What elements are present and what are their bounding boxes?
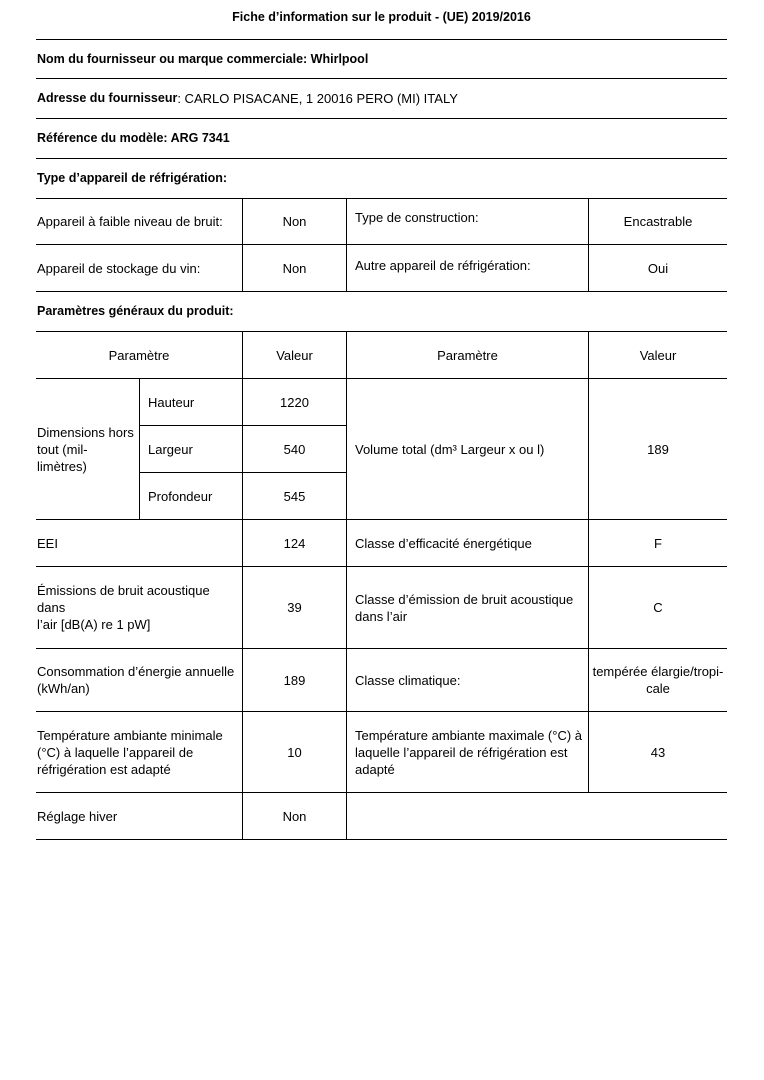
winter-setting-value: Non: [243, 793, 347, 840]
model-reference: Référence du modèle: ARG 7341: [36, 119, 727, 159]
width-label: Largeur: [140, 426, 243, 473]
dimensions-label: Dimensions hors tout (mil- limètres): [36, 379, 140, 520]
max-ambient-temperature-value: 43: [589, 712, 727, 793]
supplier-address-value: : CARLO PISACANE, 1 20016 PERO (MI) ITALY: [177, 91, 458, 106]
empty-cell: [347, 793, 727, 840]
depth-value: 545: [243, 473, 347, 520]
height-label: Hauteur: [140, 379, 243, 426]
width-value: 540: [243, 426, 347, 473]
low-noise-label: Appareil à faible niveau de bruit:: [36, 199, 243, 245]
general-parameters-heading: Paramètres généraux du produit:: [36, 292, 727, 332]
min-ambient-temperature-label: Température ambiante minimale (°C) à laquelle l’appareil de réfrigération est adapté: [36, 712, 243, 793]
low-noise-value: Non: [243, 199, 347, 245]
annual-energy-consumption-label: Consommation d’énergie annuelle (kWh/an): [36, 649, 243, 712]
noise-emission-class-label: Classe d’émission de bruit acoustique dans l’air: [347, 567, 589, 649]
supplier-name: Nom du fournisseur ou marque commerciale: Whirlpool: [36, 40, 727, 79]
other-appliance-value: Oui: [589, 245, 727, 292]
noise-emission-value: 39: [243, 567, 347, 649]
energy-efficiency-class-label: Classe d’efficacité énergétique: [347, 520, 589, 567]
annual-energy-consumption-value: 189: [243, 649, 347, 712]
eei-value: 124: [243, 520, 347, 567]
appliance-type-heading: Type d’appareil de réfrigération:: [36, 159, 727, 199]
max-ambient-temperature-label: Température ambiante maximale (°C) à laquelle l’appareil de réfrigération est adapté: [347, 712, 589, 793]
total-volume-value: 189: [589, 379, 727, 520]
construction-type-value: Encastrable: [589, 199, 727, 245]
column-header-parameter-right: Paramètre: [347, 332, 589, 379]
column-header-value-right: Valeur: [589, 332, 727, 379]
general-parameters-table: [36, 332, 727, 840]
sheet-body: [36, 0, 727, 840]
supplier-address-row: [36, 79, 727, 119]
winter-setting-label: Réglage hiver: [36, 793, 243, 840]
wine-storage-value: Non: [243, 245, 347, 292]
climate-class-value: tempérée élargie/tropi- cale: [589, 649, 727, 712]
noise-emission-class-value: C: [589, 567, 727, 649]
eei-label: EEI: [36, 520, 243, 567]
climate-class-label: Classe climatique:: [347, 649, 589, 712]
total-volume-label: Volume total (dm³ Largeur x ou l): [347, 379, 589, 520]
depth-label: Profondeur: [140, 473, 243, 520]
supplier-address-label: Adresse du fournisseur: [37, 91, 178, 105]
wine-storage-label: Appareil de stockage du vin:: [36, 245, 243, 292]
column-header-value-left: Valeur: [243, 332, 347, 379]
noise-emission-label: Émissions de bruit acoustique dans l’air [dB(A) re 1 pW]: [36, 567, 243, 649]
sheet-title: Fiche d’information sur le produit - (UE) 2019/2016: [36, 0, 727, 40]
energy-efficiency-class-value: F: [589, 520, 727, 567]
other-appliance-label: Autre appareil de réfrigération:: [347, 245, 589, 292]
min-ambient-temperature-value: 10: [243, 712, 347, 793]
appliance-type-table: [36, 199, 727, 292]
height-value: 1220: [243, 379, 347, 426]
column-header-parameter-left: Paramètre: [36, 332, 243, 379]
construction-type-label: Type de construction:: [347, 199, 589, 245]
